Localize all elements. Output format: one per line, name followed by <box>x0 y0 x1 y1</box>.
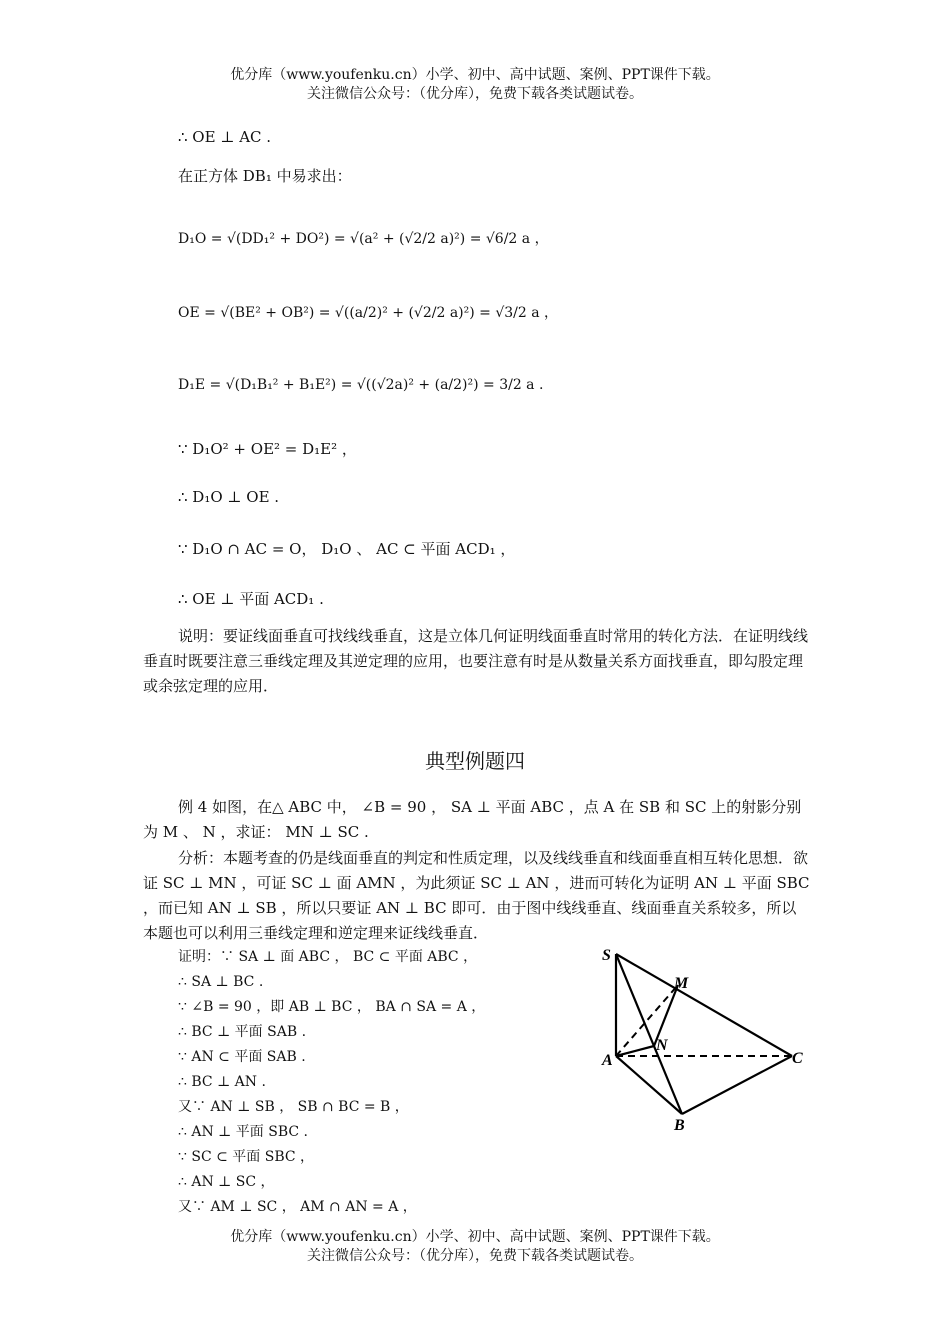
conclusion-d1o-perp-oe: ∴ D₁O ⊥ OE . <box>178 488 280 506</box>
equation-d1e: D₁E = √(D₁B₁² + B₁E²) = √((√2a)² + (a/2)²) = 3/2 a . <box>178 377 544 393</box>
proof-line: ∵ SC ⊂ 平面 SBC ， <box>178 1149 315 1165</box>
proof-line: ∴ SA ⊥ BC . <box>178 974 264 990</box>
proof-line: 证明：∵ SA ⊥ 面 ABC ， BC ⊂ 平面 ABC ， <box>178 949 478 965</box>
page-footer <box>0 1228 950 1266</box>
label-c: C <box>792 1050 803 1067</box>
label-n: N <box>656 1037 668 1054</box>
explanation-paragraph <box>143 624 811 699</box>
pythagoras-line: ∵ D₁O² + OE² = D₁E² ， <box>178 440 357 458</box>
equation-d1o: D₁O = √(DD₁² + DO²) = √(a² + (√2/2 a)²) = √6/2 a ， <box>178 231 549 247</box>
footer-line-2: 关注微信公众号：（优分库），免费下载各类试题试卷。 <box>307 1248 643 1264</box>
section-title: 典型例题四 <box>425 749 525 773</box>
proof-line: ∵ AN ⊂ 平面 SAB . <box>178 1049 306 1065</box>
footer-line-1: 优分库（www.youfenku.cn）小学、初中、高中试题、案例、PPT课件下载。 <box>230 1229 720 1245</box>
edge-ab <box>616 1056 682 1114</box>
explanation-text: 说明：要证线面垂直可找线线垂直，这是立体几何证明线面垂直时常用的转化方法．在证明线线垂直时既要注意三垂线定理及其逆定理的应用，也要注意有时是从数量关系方面找垂直，即勾股定理或余弦定理的应用． <box>143 627 809 695</box>
proof-line: ∴ BC ⊥ 平面 SAB . <box>178 1024 307 1040</box>
proof-line: 又∵ AM ⊥ SC ， AM ∩ AN = A ， <box>178 1199 417 1215</box>
segment-am-dashed <box>616 985 678 1056</box>
proof-line: ∴ AN ⊥ 平面 SBC . <box>178 1124 308 1140</box>
label-s: S <box>602 947 611 964</box>
edge-sc <box>616 954 792 1056</box>
proof-line: ∵ ∠B = 90 ，即 AB ⊥ BC ， BA ∩ SA = A ， <box>178 999 486 1015</box>
page-header <box>0 66 950 104</box>
conclusion-oe-perp-ac: ∴ OE ⊥ AC . <box>178 128 272 146</box>
proof-block <box>178 945 485 1220</box>
proof-line: ∴ BC ⊥ AN . <box>178 1074 266 1090</box>
geometry-figure <box>598 942 813 1132</box>
edge-bc <box>682 1056 792 1114</box>
edge-sb <box>616 954 682 1114</box>
header-line-2: 关注微信公众号：（优分库），免费下载各类试题试卷。 <box>307 86 643 102</box>
example-4-statement: 例 4 如图，在△ ABC 中， ∠B = 90 ， SA ⊥ 平面 ABC ，点 A 在 SB 和 SC 上的射影分别为 M 、 N ，求证： MN ⊥ SC . <box>143 798 802 841</box>
proof-line: 又∵ AN ⊥ SB ， SB ∩ BC = B ， <box>178 1099 409 1115</box>
label-b: B <box>674 1117 685 1132</box>
proof-line: ∴ AN ⊥ SC ， <box>178 1174 275 1190</box>
conclusion-oe-perp-plane: ∴ OE ⊥ 平面 ACD₁ . <box>178 590 324 608</box>
analysis-paragraph: 分析：本题考查的仍是线面垂直的判定和性质定理，以及线线垂直和线面垂直相互转化思想．欲证 SC ⊥ MN ，可证 SC ⊥ 面 AMN ，为此须证 SC ⊥ AN ，进而可转化为证明 AN ⊥ 平面 SBC ，而已知 AN ⊥ SB ，所以只要证 AN ⊥ BC 即可．由于图中线线垂直、线面垂直关系较多，所以本题也可以利用三垂线定理和逆定理来证线线垂直． <box>143 849 810 942</box>
intersection-line: ∵ D₁O ∩ AC = O， D₁O 、 AC ⊂ 平面 ACD₁ ， <box>178 540 516 558</box>
header-line-1: 优分库（www.youfenku.cn）小学、初中、高中试题、案例、PPT课件下载。 <box>230 67 720 83</box>
label-m: M <box>674 975 689 992</box>
equation-oe: OE = √(BE² + OB²) = √((a/2)² + (√2/2 a)²) = √3/2 a ， <box>178 305 559 321</box>
example-4-block <box>143 795 811 946</box>
label-a: A <box>602 1052 613 1069</box>
segment-an <box>616 1046 654 1056</box>
cube-intro: 在正方体 DB₁ 中易求出： <box>178 167 352 185</box>
